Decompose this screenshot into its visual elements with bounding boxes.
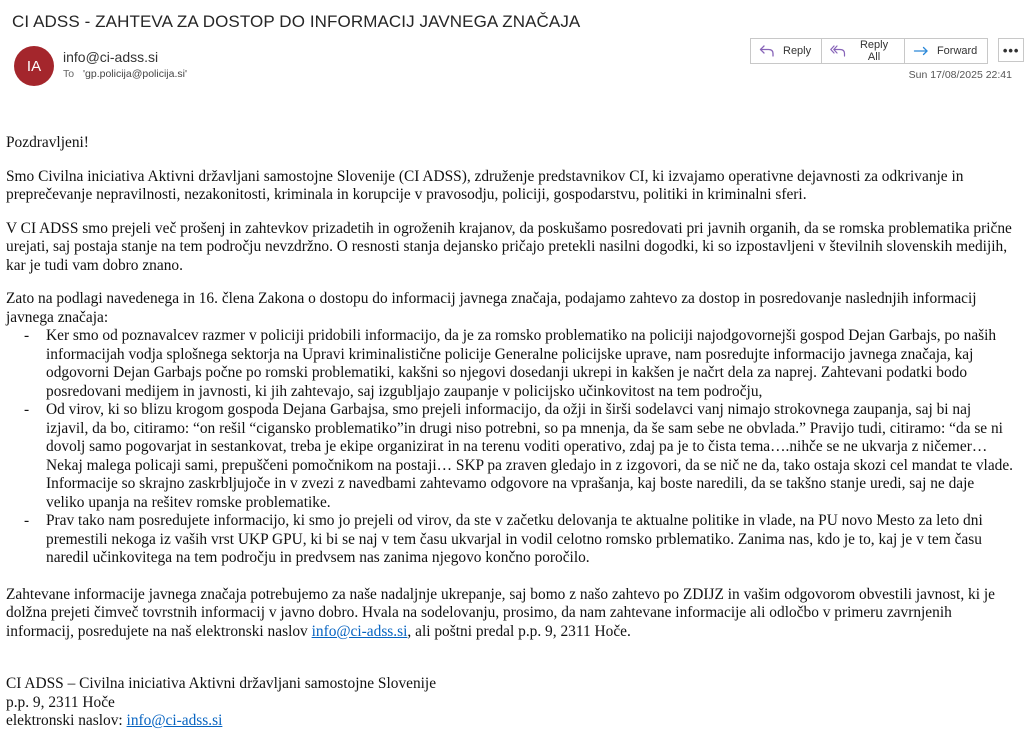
sender-address[interactable]: info@ci-adss.si [63,49,159,65]
paragraph-request: Zato na podlagi navedenega in 16. člena Zakona o dostopu do informacij javnega značaja, podajamo zahtevo za dostop in posredovanje naslednjih informacij javnega značaja: [6,290,977,326]
list-item [24,327,1016,401]
more-dots-icon: ••• [1002,42,1020,58]
list-item [24,401,1016,512]
more-actions-button[interactable] [998,38,1024,62]
reply-all-button[interactable] [822,39,905,63]
list-item [24,512,1016,568]
email-body [6,134,1016,731]
forward-label: Forward [936,45,978,57]
closing-text: Zahtevane informacije javnega značaja potrebujemo za naše nadaljnje ukrepanje, saj bomo z našo zahtevo po ZDIJZ in vašim odgovorom obvestili javnost, ki je dolžna prejeti čimveč tovrstnih informacij v javno dobro. Hvala na sodelovanju, prosimo, da nam zahtevane informacije ali odločbo v primeru zavrnjenih informacij, posredujete na naš elektronski naslov [6,585,995,640]
greeting: Pozdravljeni! [6,134,89,151]
list-dash: - [24,401,30,418]
recipient-address[interactable]: 'gp.policija@policija.si' [83,68,187,80]
paragraph-intro: Smo Civilna iniciativa Aktivni državljani samostojne Slovenije (CI ADSS), združenje predstavnikov CI, ki izvajamo operativne dejavnosti za odkrivanje in preprečevanje nepravilnosti, nezakonitosti, kriminala in korupcije v pravosodju, policiji, gospodarstvu, politiki in kriminalni sferi. [6,167,964,203]
signature-email-line [6,712,1016,731]
reply-arrow-icon [759,44,775,58]
recipient-line [63,68,187,80]
reply-button[interactable] [751,39,822,63]
paragraph-context: V CI ADSS smo prejeli več prošenj in zahtevkov prizadetih in ogroženih krajanov, da poskušamo posredovati pri javnih organih, da se romska problematika prične urejati, saj postaja stanje na tem področju nevzdržno. O resnosti stanja dejansko pričajo pretekli nasilni dogodki, ki so izpostavljeni v številnih slovenskih medijih, kar je tudi vam dobro znano. [6,219,1012,274]
reply-button-group [750,38,988,64]
reply-all-label: Reply All [859,39,889,63]
email-subject: CI ADSS - ZAHTEVA ZA DOSTOP DO INFORMACIJ JAVNEGA ZNAČAJA [12,12,581,31]
signature [6,675,1016,731]
forward-arrow-icon [913,44,929,58]
signature-address: p.p. 9, 2311 Hoče [6,693,115,711]
paragraph-closing [6,586,1016,642]
list-item-text: Prav tako nam posredujete informacijo, ki smo jo prejeli od virov, da ste v začetku delovanja te aktualne politike in vlade, na PU novo Mesto za leto dni premestili nekoga iz vaših vrst UKP GPU, ki bi se naj v tem času ukvarjal in vodil celotno romsko prblematiko. Zanima nas, kdo je to, kaj je v tem času naredil učinkovitega na tem področju in predvsem nas zanima njegovo končno poročilo. [46,512,983,566]
list-dash: - [24,327,30,344]
sender-avatar[interactable] [14,46,54,86]
list-item-text: Ker smo od poznavalcev razmer v policiji pridobili informacijo, da je za romsko problematiko na policiji najodgovornejši gospod Dejan Garbajs, po naših informacijah vodja splošnega sektorja na Upravi kriminalistične policije Generalne policijske uprave, nam posredujte informacijo javnega značaja, kaj odgovorni Dejan Garbajs počne po romski problematiki, kakšni so njegovi dosedanji ukrepi in kakšen je načrt dela za naprej. Zahtevani podatki bodo posredovani medijem in javnosti, ki jih zahtevajo, saj izgubljajo zaupanje v policijsko učinkovitost na tem področju, [46,327,997,400]
list-dash: - [24,512,30,529]
to-label: To [63,68,75,80]
email-link[interactable]: info@ci-adss.si [311,622,408,640]
closing-text-end: , ali poštni predal p.p. 9, 2311 Hoče. [407,622,631,640]
signature-org: CI ADSS – Civilna iniciativa Aktivni državljani samostojne Slovenije [6,675,437,692]
message-timestamp: Sun 17/08/2025 22:41 [908,69,1012,81]
message-actions [750,38,1024,64]
signature-email-label: elektronski naslov: [6,712,127,729]
reply-label: Reply [783,45,812,57]
forward-button[interactable] [905,39,987,63]
signature-email-link[interactable]: info@ci-adss.si [126,712,223,729]
list-item-text: Od virov, ki so blizu krogom gospoda Dejana Garbajsa, smo prejeli informacijo, da ožji in širši sodelavci vanj nimajo strokovnega zaupanja, saj bi naj izjavil, da bo, citiramo: “on rešil “cigansko problematiko”in drugi niso potrebni, so pa mnenja, da še sam sebe ne obvlada.” Pravijo tudi, citiramo: “da se ni dovolj samo pogovarjat in sestankovat, treba je ekipe organizirat in na terenu voditi operativo, zdaj pa je to čista tema….nihče se ne ukvarja z ničemer…Nekaj malega policaji sami, prepuščeni pomočnikom na postaji… SKP pa zraven gledajo in z izgovori, da se nič ne da, tako ostaja skozi cel mandat te vlade. Informacije so skrajno zaskrbljujoče in v zvezi z navedbami zahtevamo odgovore na vprašanja, kaj boste naredili, da se takšno stanje uredi, saj ne daje veliko upanja na rešitev romske problematike. [46,401,1014,511]
reply-all-arrow-icon [830,44,846,58]
avatar-initials: IA [26,57,42,75]
request-list [6,327,1016,568]
